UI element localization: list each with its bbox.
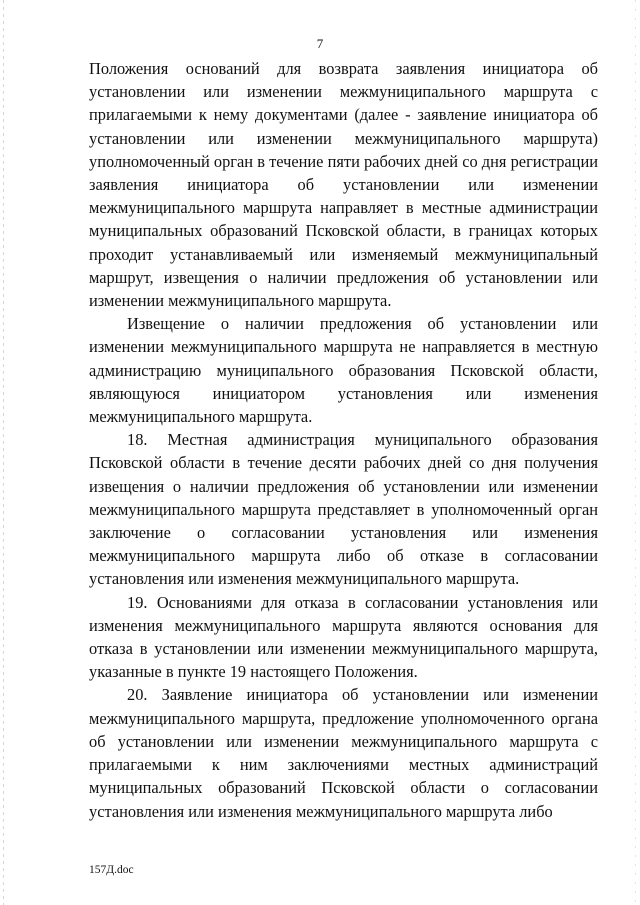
page-number: 7	[316, 36, 324, 51]
scan-edge-right	[635, 0, 636, 905]
paragraph-19: 19. Основаниями для отказа в согласовании установления или изменения межмуниципального маршрута являются основания для отказа в установлении или изменении межмуниципального маршрута, указанные в пункте 19 настоящего Положения.	[89, 592, 598, 682]
scan-edge-left	[3, 0, 4, 905]
document-body	[89, 57, 598, 823]
paragraph-continuation: Положения оснований для возврата заявления инициатора об установлении или изменении межмуниципального маршрута с прилагаемыми к нему документами (далее - заявление инициатора об установлении или изменении межмуниципального маршрута) уполномоченный орган в течение пяти рабочих дней со дня регистрации заявления инициатора об установлении или изменении межмуниципального маршрута направляет в местные администрации муниципальных образований Псковской области, в границах которых проходит устанавливаемый или изменяемый межмуниципальный маршрут, извещения о наличии предложения об установлении или изменении межмуниципального маршрута.	[89, 59, 598, 311]
footer-filename: 157Д.doc	[89, 864, 134, 876]
paragraph-notice-exception: Извещение о наличии предложения об установлении или изменении межмуниципального маршрута не направляется в местную администрацию муниципального образования Псковской области, являющуюся инициатором установления или изменения межмуниципального маршрута.	[89, 314, 598, 427]
paragraph-20: 20. Заявление инициатора об установлении или изменении межмуниципального маршрута, предложение уполномоченного органа об установлении или изменении межмуниципального маршрута с прилагаемыми к ним заключениями местных администраций муниципальных образований Псковской области о согласовании установления или изменения межмуниципального маршрута либо	[89, 685, 598, 821]
paragraph-18: 18. Местная администрация муниципального образования Псковской области в течение десяти рабочих дней со дня получения извещения о наличии предложения об установлении или изменении межмуниципального маршрута представляет в уполномоченный орган заключение о согласовании установления или изменения межмуниципального маршрута либо об отказе в согласовании установления или изменения межмуниципального маршрута.	[89, 430, 598, 589]
